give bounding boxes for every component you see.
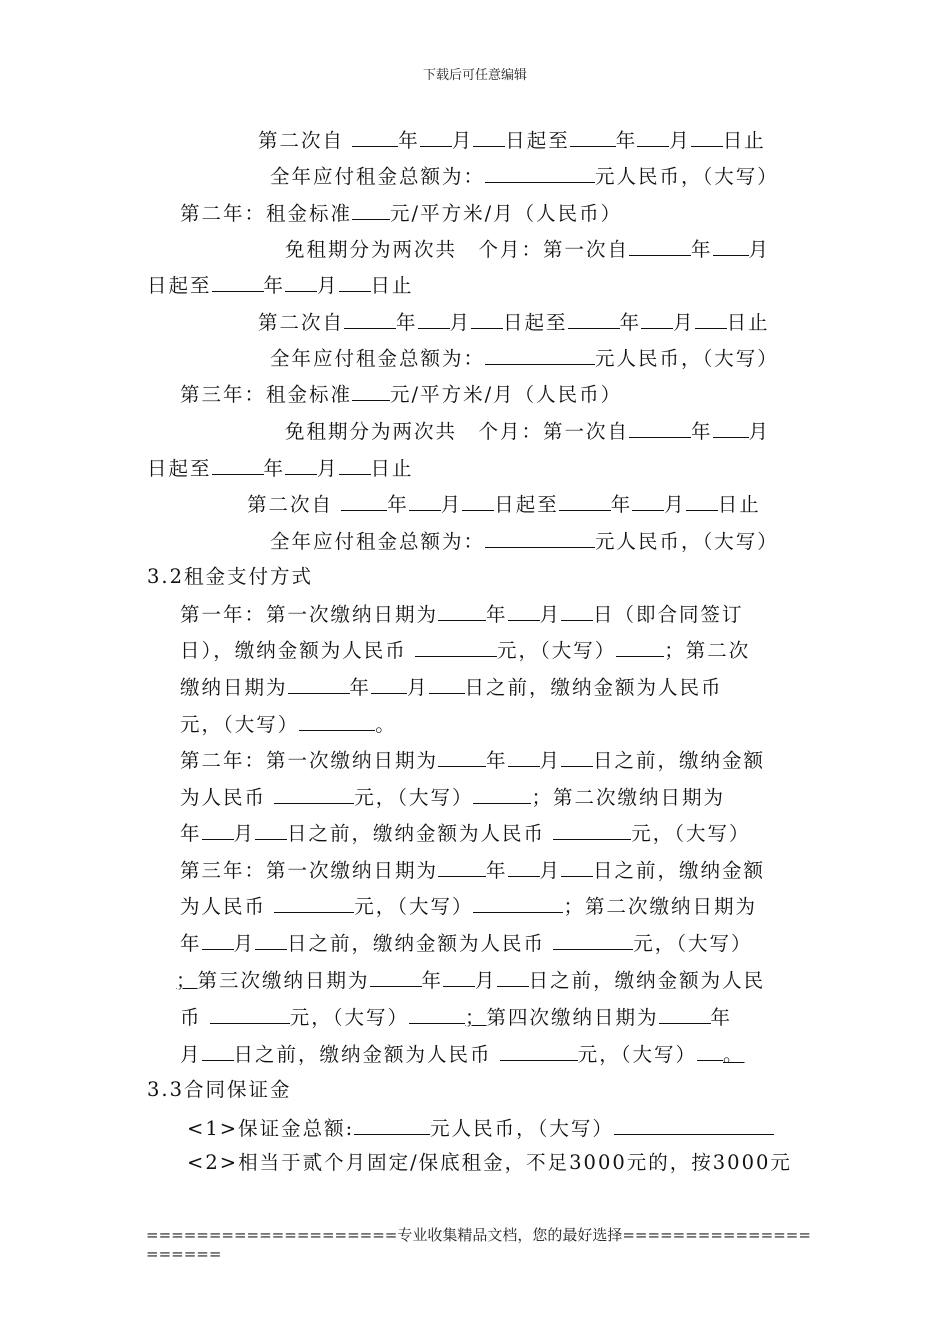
- section-heading: 3.2租金支付方式: [147, 565, 314, 588]
- page-header: 下载后可任意编辑: [422, 68, 527, 83]
- payment-line: 第三年：第一次缴纳日期为 年 月 日之前，缴纳金额: [180, 859, 766, 882]
- payment-line: 日），缴纳金额为人民币 元，（大写） ；第二次: [180, 639, 751, 662]
- rent-free-line: 日起至 年 月 日止: [147, 457, 414, 480]
- payment-line: ；第三次缴纳日期为 年 月 日之前，缴纳金额为人民: [176, 969, 766, 992]
- payment-line: 为人民币 元，（大写） ；第二次缴纳日期为: [180, 895, 757, 918]
- rent-line: 第二次自 年 月 日起至 年 月 日止: [247, 493, 761, 516]
- page-footer-visible: ====================专业收集精品文档，您的最好选择=====================: [146, 1226, 811, 1263]
- rent-total-line: 全年应付租金总额为： 元人民币，（大写）: [270, 530, 779, 553]
- deposit-line: <1>保证金总额: 元人民币，（大写）: [187, 1115, 774, 1141]
- payment-line: 第二年：第一次缴纳日期为 年 月 日之前，缴纳金额: [180, 749, 766, 772]
- payment-line: 为人民币 元，（大写） ；第二次缴纳日期为: [180, 786, 725, 809]
- rent-standard-line: 第三年：租金标准 元/平方米/月（人民币）: [180, 383, 623, 406]
- payment-line: 元，（大写） 。: [180, 713, 397, 736]
- rent-total-line: 全年应付租金总额为： 元人民币，（大写）: [270, 165, 779, 188]
- payment-line: 缴纳日期为 年 月 日之前，缴纳金额为人民币: [180, 676, 723, 699]
- rent-free-line: 免租期分为两次共 个月：第一次自 年 月: [285, 420, 771, 443]
- rent-line: 第二次自 年 月 日起至 年 月 日止: [258, 311, 770, 334]
- rent-free-line: 免租期分为两次共 个月：第一次自 年 月: [285, 238, 771, 261]
- rent-total-line: 全年应付租金总额为： 元人民币，（大写）: [270, 347, 779, 370]
- payment-line: 年 月 日之前，缴纳金额为人民币 元，（大写）: [180, 932, 753, 955]
- payment-line: 月 日之前，缴纳金额为人民币 元，（大写） 。: [180, 1043, 745, 1066]
- rent-standard-line: 第二年：租金标准 元/平方米/月（人民币）: [180, 202, 623, 225]
- rent-free-line: 日起至 年 月 日止: [147, 274, 414, 297]
- rent-line: 第二次自 年 月 日起至 年 月 日止: [258, 129, 766, 152]
- deposit-line: <2>相当于贰个月固定/保底租金，不足3000元的，按3000元: [187, 1151, 792, 1174]
- payment-line: 币 元，（大写） ；第四次缴纳日期为 年: [180, 1006, 733, 1029]
- section-heading: 3.3合同保证金: [147, 1078, 292, 1101]
- payment-line: 第一年：第一次缴纳日期为 年 月 日（即合同签订: [180, 603, 744, 626]
- payment-line: 年 月 日之前，缴纳金额为人民币 元，（大写）: [180, 822, 751, 845]
